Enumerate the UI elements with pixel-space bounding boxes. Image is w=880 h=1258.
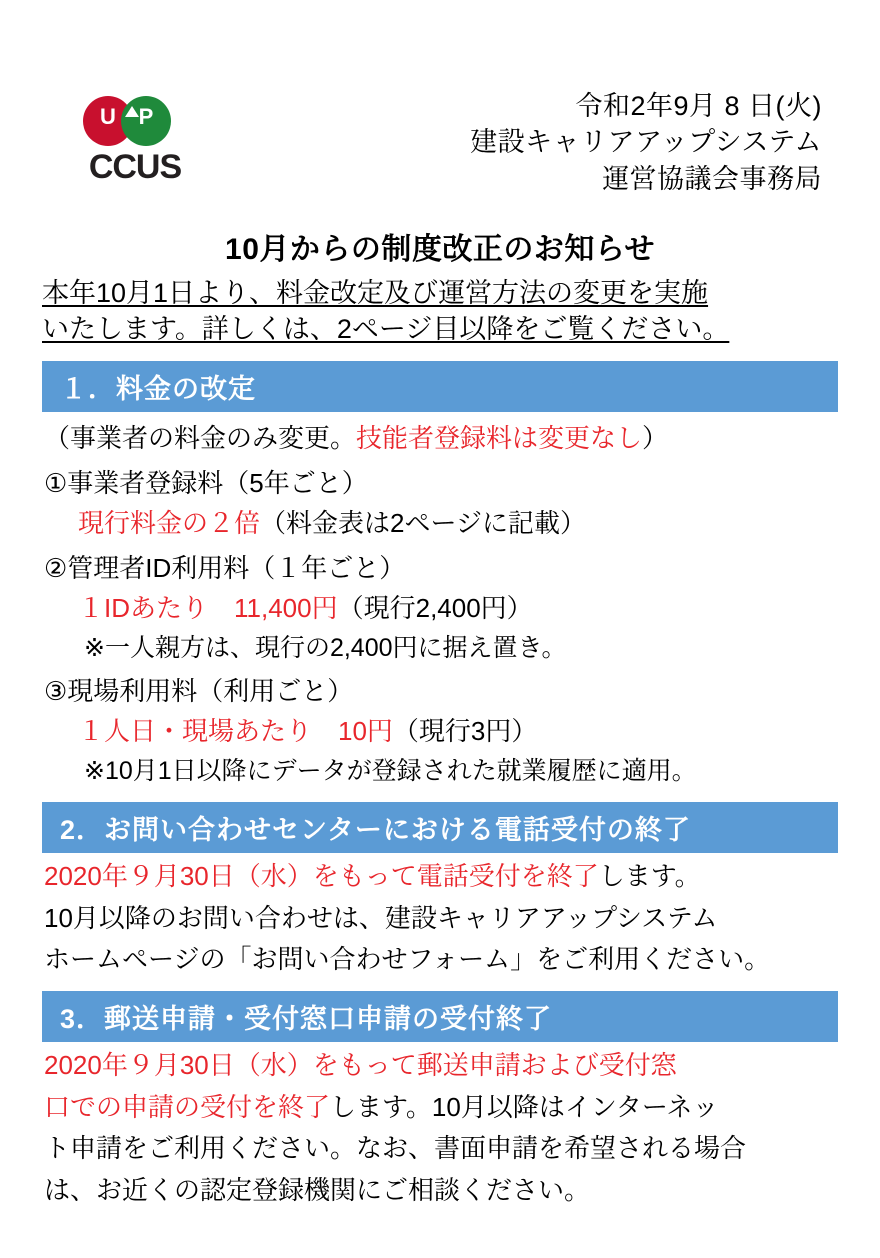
item-2-note: ※一人親方は、現行の2,400円に据え置き。 xyxy=(84,633,567,662)
item-1-value-red: 現行料金の２倍 xyxy=(78,508,261,538)
item-3-value xyxy=(44,714,836,750)
lead-line-1: 本年10月1日より、料金改定及び運営方法の変更を実施 xyxy=(42,278,709,308)
section-2-line-1-black: します。 xyxy=(598,861,701,892)
section-1-note-suffix: ） xyxy=(642,423,669,454)
section-1-note-highlight: 技能者登録料は変更なし xyxy=(356,423,643,454)
item-1-value xyxy=(44,506,836,542)
section-1-note-prefix: （事業者の料金のみ変更。 xyxy=(44,423,357,454)
item-3-value-red: １人日・現場あたり 10円 xyxy=(78,716,393,746)
section-3-line-1: 2020年９月30日（水）をもって郵送申請および受付窓 xyxy=(44,1050,677,1081)
logo-p-letter: P xyxy=(138,104,154,129)
logo-u-letter: U xyxy=(100,104,116,129)
lead-paragraph xyxy=(30,276,850,347)
section-3-heading: 3．郵送申請・受付窓口申請の受付終了 xyxy=(42,991,838,1042)
section-1-note xyxy=(44,421,836,457)
section-3-line-3: ト申請をご利用ください。なお、書面申請を希望される場合 xyxy=(44,1133,747,1164)
logo-arrow-icon xyxy=(125,106,139,117)
section-2-line-1-red: 2020年９月30日（水）をもって電話受付を終了 xyxy=(44,861,599,892)
page-title: 10月からの制度改正のお知らせ xyxy=(225,233,655,266)
document-header xyxy=(30,0,850,218)
section-3-line-4: は、お近くの認定登録機関にご相談ください。 xyxy=(44,1174,591,1205)
section-3-line-2-red: 口での申請の受付を終了 xyxy=(44,1091,331,1122)
item-2-value-red: １IDあたり 11,400円 xyxy=(78,592,338,623)
item-3-note: ※10月1日以降にデータが登録された就業履歴に適用。 xyxy=(84,756,697,785)
section-2-body xyxy=(30,859,850,977)
ccus-logo xyxy=(75,96,195,187)
item-2-heading: ②管理者ID利用料（１年ごと） xyxy=(44,552,406,583)
org-line-2: 運営協議会事務局 xyxy=(602,163,822,194)
issue-date: 令和2年9月 8 日(火) xyxy=(575,91,822,121)
org-line-1: 建設キャリアアップシステム xyxy=(470,127,822,158)
logo-marks xyxy=(83,96,187,146)
section-2-line-2: 10月以降のお問い合わせは、建設キャリアアップシステム xyxy=(44,902,718,933)
section-3-body xyxy=(30,1048,850,1207)
section-1-heading: １．料金の改定 xyxy=(42,361,838,412)
item-2-value xyxy=(44,591,836,627)
section-2-heading: 2．お問い合わせセンターにおける電話受付の終了 xyxy=(42,802,838,853)
item-1-value-black: （料金表は2ページに記載） xyxy=(260,508,586,538)
item-1-heading: ①事業者登録料（5年ごと） xyxy=(44,468,368,499)
section-2-line-1 xyxy=(44,859,836,894)
section-2-line-3: ホームページの「お問い合わせフォーム」をご利用ください。 xyxy=(44,944,771,975)
logo-p-circle-icon xyxy=(121,96,171,146)
section-3-line-2-black: します。10月以降はインターネッ xyxy=(330,1091,719,1122)
section-1-body xyxy=(30,421,850,788)
logo-wordmark: CCUS xyxy=(88,148,182,186)
section-3-line-2 xyxy=(44,1090,836,1125)
item-2-value-black: （現行2,400円） xyxy=(337,592,533,623)
lead-line-2: いたします。詳しくは、2ページ目以降をご覧ください。 xyxy=(42,313,730,344)
item-3-heading: ③現場利用料（利用ごと） xyxy=(44,676,354,707)
item-3-value-black: （現行3円） xyxy=(392,716,538,746)
